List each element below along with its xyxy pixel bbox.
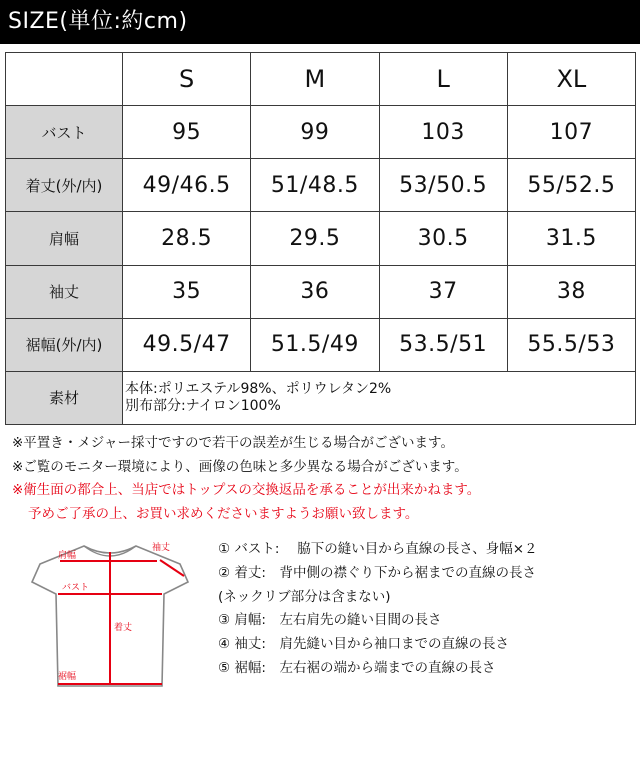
sleeve-line [160,560,184,576]
table-cell: 28.5 [123,212,251,265]
table-cell: 49.5/47 [123,318,251,371]
size-m-header: M [251,53,379,106]
corner-cell [6,53,123,106]
header-title: SIZE(単位:約cm) [8,9,188,34]
table-cell: 31.5 [507,212,635,265]
material-cell [123,371,636,424]
table-row [6,212,636,265]
note-3: ※衛生面の都合上、当店ではトップスの交換返品を承ることが出来かねます。 [12,482,481,498]
definition-length-note: (ネックリブ部分は含まない) [218,588,391,605]
definition-bust: ① バスト: 脇下の縫い目から直線の長さ、身幅×２ [218,541,538,557]
row-label-bust: バスト [6,106,123,159]
tshirt-diagram [12,538,212,698]
definition-sleeve: ④ 袖丈: 肩先縫い目から袖口までの直線の長さ [218,636,509,653]
row-label-length: 着丈(外/内) [6,159,123,212]
table-cell: 95 [123,106,251,159]
table-cell: 51/48.5 [251,159,379,212]
sleeve-label: 袖丈 [152,543,171,553]
table-cell: 107 [507,106,635,159]
notes [12,432,632,526]
table-cell: 55.5/53 [507,318,635,371]
note-4: 予めご了承の上、お買い求めくださいますようお願い致します。 [28,505,419,522]
table-cell: 99 [251,106,379,159]
size-header-row [6,53,636,106]
table-cell: 30.5 [379,212,507,265]
table-cell: 38 [507,265,635,318]
row-label-shoulder: 肩幅 [6,212,123,265]
table-row [6,106,636,159]
row-label-sleeve: 袖丈 [6,265,123,318]
note-1: ※平置き・メジャー採寸ですので若干の誤差が生じる場合がございます。 [12,435,454,451]
table-cell: 103 [379,106,507,159]
table-row [6,265,636,318]
table-cell: 55/52.5 [507,159,635,212]
row-label-hem: 裾幅(外/内) [6,318,123,371]
table-cell: 35 [123,265,251,318]
table-cell: 53.5/51 [379,318,507,371]
definition-shoulder: ③ 肩幅: 左右肩先の縫い目間の長さ [218,612,442,629]
table-cell: 36 [251,265,379,318]
definition-length: ② 着丈: 背中側の襟ぐり下から裾までの直線の長さ [218,564,536,581]
measurement-definitions [218,538,638,681]
length-label: 着丈 [114,623,133,633]
bust-label: バスト [62,583,90,593]
table-cell: 37 [379,265,507,318]
hem-label: 裾幅 [58,672,77,682]
size-s-header: S [123,53,251,106]
table-cell: 51.5/49 [251,318,379,371]
table-cell: 49/46.5 [123,159,251,212]
material-line-1: 本体:ポリエステル98%、ポリウレタン2% [125,380,392,397]
size-header [0,0,640,44]
size-l-header: L [379,53,507,106]
note-2: ※ご覧のモニター環境により、画像の色味と多少異なる場合がございます。 [12,458,468,475]
definition-hem: ⑤ 裾幅: 左右裾の端から端までの直線の長さ [218,659,496,676]
material-row [6,371,636,424]
size-xl-header: XL [507,53,635,106]
size-table [5,52,636,425]
shoulder-label: 肩幅 [58,551,77,561]
table-row [6,318,636,371]
table-row [6,159,636,212]
row-label-material: 素材 [6,371,123,424]
table-cell: 29.5 [251,212,379,265]
table-cell: 53/50.5 [379,159,507,212]
material-line-2: 別布部分:ナイロン100% [125,397,281,414]
